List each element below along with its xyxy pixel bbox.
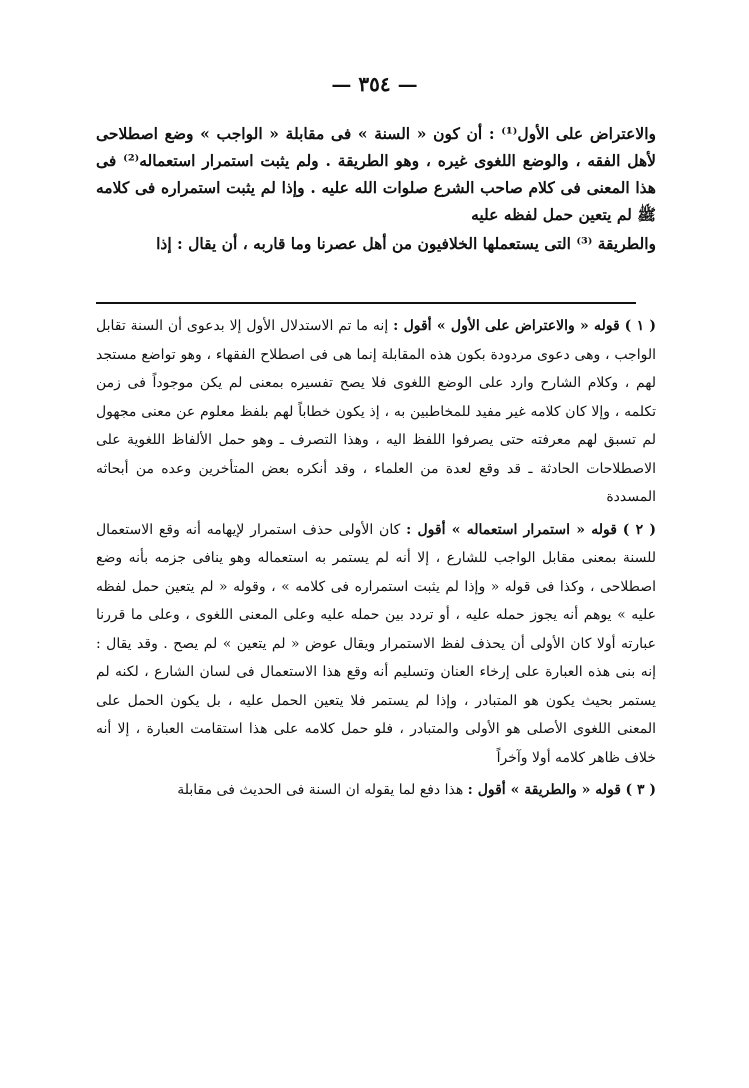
footnote-number: ( ١ ) xyxy=(624,318,657,334)
main-paragraph-2: والطريقة ⁽³⁾ التى يستعملها الخلافيون من أهل عصرنا وما قاربه ، أن يقال : إذا xyxy=(156,234,656,253)
footnote-lead: قوله « والاعتراض على الأول » أقول : xyxy=(393,318,620,334)
footnote-text: هذا دفع لما يقوله ان السنة فى الحديث فى مقابلة xyxy=(177,782,464,798)
footnote-lead: قوله « استمرار استعماله » أقول : xyxy=(406,521,617,538)
footnote-3 xyxy=(96,776,656,805)
footnote-text: إنه ما تم الاستدلال الأول إلا بدعوى أن السنة تقابل الواجب ، وهى دعوى مردودة بكون هذه المقابلة إنما هى فى اصطلاح الفقهاء ، وهو تواضع مستجد لهم ، وكلام الشارح وارد على الوضع اللغوى فلا يصح تفسيره بمعنى لم يكن موجوداً فى زمن تكلمه ، وإلا كان كلامه غير مفيد للمخاطبين به ، إذ يكون خطاباً لهم بلفظ معلوم عن معنى مجهول لم تسبق لهم معرفته حتى يصرفوا اللفظ اليه ، وهذا التصرف ـ وهو حمل الألفاظ اللغوية على الاصطلاحات الحادثة ـ قد وقع لعدة من العلماء ، وقد أنكره بعض المتأخرين وعده من أبحاثه المسددة xyxy=(96,318,656,505)
footnote-number: ( ٣ ) xyxy=(625,782,656,798)
footnote-text: كان الأولى حذف استمرار لإيهامه أنه وقع الاستعمال للسنة بمعنى مقابل الواجب للشارع ، إلا أنه لم يستمر به استعماله وهو ينافى جزمه بأنه وضع اصطلاحى ، وكذا فى قوله « وإذا لم يثبت استمراره فى كلامه » ، وقوله « لم يتعين حمل لفظه عليه » يوهم أنه يجوز حمله عليه ، أو تردد بين حمله عليه وعلى المعنى اللغوى ، وعلى ما قررنا عبارته أولا كان الأولى أن يحذف لفظ الاستمرار ويقال عوض « لم يتعين » لم يصح . وقد يقال : إنه بنى هذه العبارة على إرخاء العنان وتسليم أنه وقع هذا الاستعمال فى لسان الشارع ، لكنه لم يستمر بحيث يكون هو المتبادر ، وإذا لم يستمر فلا يتعين الحمل عليه ، بل يكون الحمل على المعنى اللغوى الأصلى هو الأولى والمتبادر ، فلو حمل كلامه على هذا استقامت العبارة ، إلا أنه خلاف ظاهر كلامه أولا وآخراً xyxy=(96,521,656,766)
footnote-1 xyxy=(96,312,656,512)
main-text xyxy=(96,120,656,259)
footnote-lead: قوله « والطريقة » أقول : xyxy=(467,782,622,798)
main-paragraph-1: والاعتراض على الأول⁽¹⁾ : أن كون « السنة » فى مقابلة « الواجب » وضع اصطلاحى لأهل الفقه ، والوضع اللغوى غيره ، وهو الطريقة . ولم يثبت استمرار استعماله⁽²⁾ فى هذا المعنى فى كلام صاحب الشرع صلوات الله عليه . وإذا لم يثبت استمراره فى كلامه ﷺ لم يتعين حمل لفظه عليه xyxy=(96,124,657,224)
footnote-number: ( ٢ ) xyxy=(622,521,657,538)
footnote-divider xyxy=(96,302,636,304)
footnotes xyxy=(96,312,656,809)
page-number: — ٣٥٤ — xyxy=(331,72,418,96)
footnote-2 xyxy=(96,516,656,773)
